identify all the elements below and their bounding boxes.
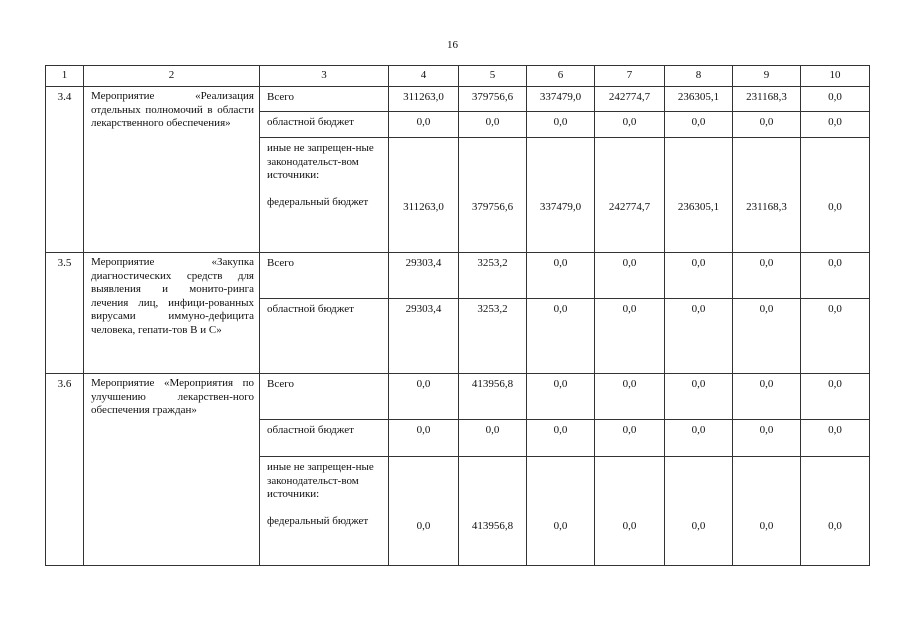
source-label: Всего	[260, 87, 389, 112]
table-cell: 0,0	[733, 420, 801, 457]
other-sources-label: иные не запрещен-ные законодательст-вом источники:	[267, 142, 374, 181]
table-cell: 311263,0	[389, 138, 459, 253]
column-header: 4	[389, 66, 459, 87]
table-cell: 0,0	[665, 457, 733, 566]
table-cell: 0,0	[595, 457, 665, 566]
table-cell: 0,0	[801, 87, 870, 112]
table-cell: 0,0	[595, 299, 665, 374]
column-header: 6	[527, 66, 595, 87]
table-cell: 29303,4	[389, 253, 459, 299]
table-cell: 3253,2	[459, 299, 527, 374]
table-cell: 0,0	[527, 374, 595, 420]
table-row	[46, 374, 870, 420]
table-cell: 0,0	[595, 420, 665, 457]
source-label: областной бюджет	[260, 420, 389, 457]
source-label: Всего	[260, 374, 389, 420]
column-header: 3	[260, 66, 389, 87]
table-cell: 0,0	[733, 457, 801, 566]
table-cell: 231168,3	[733, 138, 801, 253]
column-header: 10	[801, 66, 870, 87]
table-cell: 379756,6	[459, 87, 527, 112]
table-cell: 0,0	[595, 253, 665, 299]
column-header: 5	[459, 66, 527, 87]
table-cell: 0,0	[595, 374, 665, 420]
table-cell: 0,0	[527, 457, 595, 566]
table-cell: 337479,0	[527, 138, 595, 253]
table-cell: 0,0	[801, 138, 870, 253]
row-index: 3.6	[46, 374, 84, 566]
table-cell: 231168,3	[733, 87, 801, 112]
table-cell: 0,0	[733, 253, 801, 299]
table-cell: 311263,0	[389, 87, 459, 112]
table-cell: 0,0	[459, 112, 527, 138]
column-header: 1	[46, 66, 84, 87]
table-cell: 0,0	[801, 299, 870, 374]
source-label: областной бюджет	[260, 112, 389, 138]
table-cell: 0,0	[389, 457, 459, 566]
header-row	[46, 66, 870, 87]
table-cell: 0,0	[801, 374, 870, 420]
table-cell: 0,0	[801, 420, 870, 457]
table-cell: 0,0	[665, 420, 733, 457]
table-cell: 0,0	[459, 420, 527, 457]
column-header: 7	[595, 66, 665, 87]
page-number: 16	[447, 39, 458, 51]
column-header: 2	[84, 66, 260, 87]
table-cell: 0,0	[665, 299, 733, 374]
source-label: Всего	[260, 253, 389, 299]
table-cell: 236305,1	[665, 87, 733, 112]
federal-budget-label: федеральный бюджет	[267, 515, 369, 527]
table-cell: 337479,0	[527, 87, 595, 112]
table-row	[46, 87, 870, 112]
measure-name: Мероприятие «Мероприятия по улучшению лекарствен-ного обеспечения граждан»	[84, 374, 260, 566]
table-cell: 3253,2	[459, 253, 527, 299]
table-cell: 0,0	[665, 374, 733, 420]
row-index: 3.5	[46, 253, 84, 374]
table-cell: 0,0	[389, 374, 459, 420]
budget-table	[45, 65, 870, 566]
table-cell: 413956,8	[459, 457, 527, 566]
table-cell: 0,0	[801, 112, 870, 138]
table-cell: 0,0	[665, 253, 733, 299]
source-label: областной бюджет	[260, 299, 389, 374]
table-cell: 0,0	[801, 457, 870, 566]
table-cell: 0,0	[527, 420, 595, 457]
table-cell: 29303,4	[389, 299, 459, 374]
table-cell: 0,0	[527, 112, 595, 138]
table-row	[46, 253, 870, 299]
table-cell: 0,0	[527, 253, 595, 299]
table-cell: 242774,7	[595, 87, 665, 112]
measure-name: Мероприятие «Реализация отдельных полномочий в области лекарственного обеспечения»	[84, 87, 260, 253]
table-cell: 0,0	[733, 112, 801, 138]
table-cell: 0,0	[801, 253, 870, 299]
measure-name: Мероприятие «Закупка диагностических средств для выявления и монито-ринга лечения лиц, инфици-рованных вирусами иммуно-дефицита человека, гепати-тов B и C»	[84, 253, 260, 374]
column-header: 8	[665, 66, 733, 87]
column-header: 9	[733, 66, 801, 87]
table-cell: 0,0	[665, 112, 733, 138]
row-index: 3.4	[46, 87, 84, 253]
table-cell: 242774,7	[595, 138, 665, 253]
federal-budget-label: федеральный бюджет	[267, 196, 369, 208]
source-label	[260, 457, 389, 566]
table-cell: 413956,8	[459, 374, 527, 420]
table-cell: 0,0	[733, 299, 801, 374]
table-cell: 0,0	[389, 420, 459, 457]
other-sources-label: иные не запрещен-ные законодательст-вом источники:	[267, 461, 374, 500]
table-cell: 236305,1	[665, 138, 733, 253]
source-label	[260, 138, 389, 253]
table-cell: 379756,6	[459, 138, 527, 253]
table-cell: 0,0	[733, 374, 801, 420]
table-cell: 0,0	[527, 299, 595, 374]
table-cell: 0,0	[389, 112, 459, 138]
table-cell: 0,0	[595, 112, 665, 138]
